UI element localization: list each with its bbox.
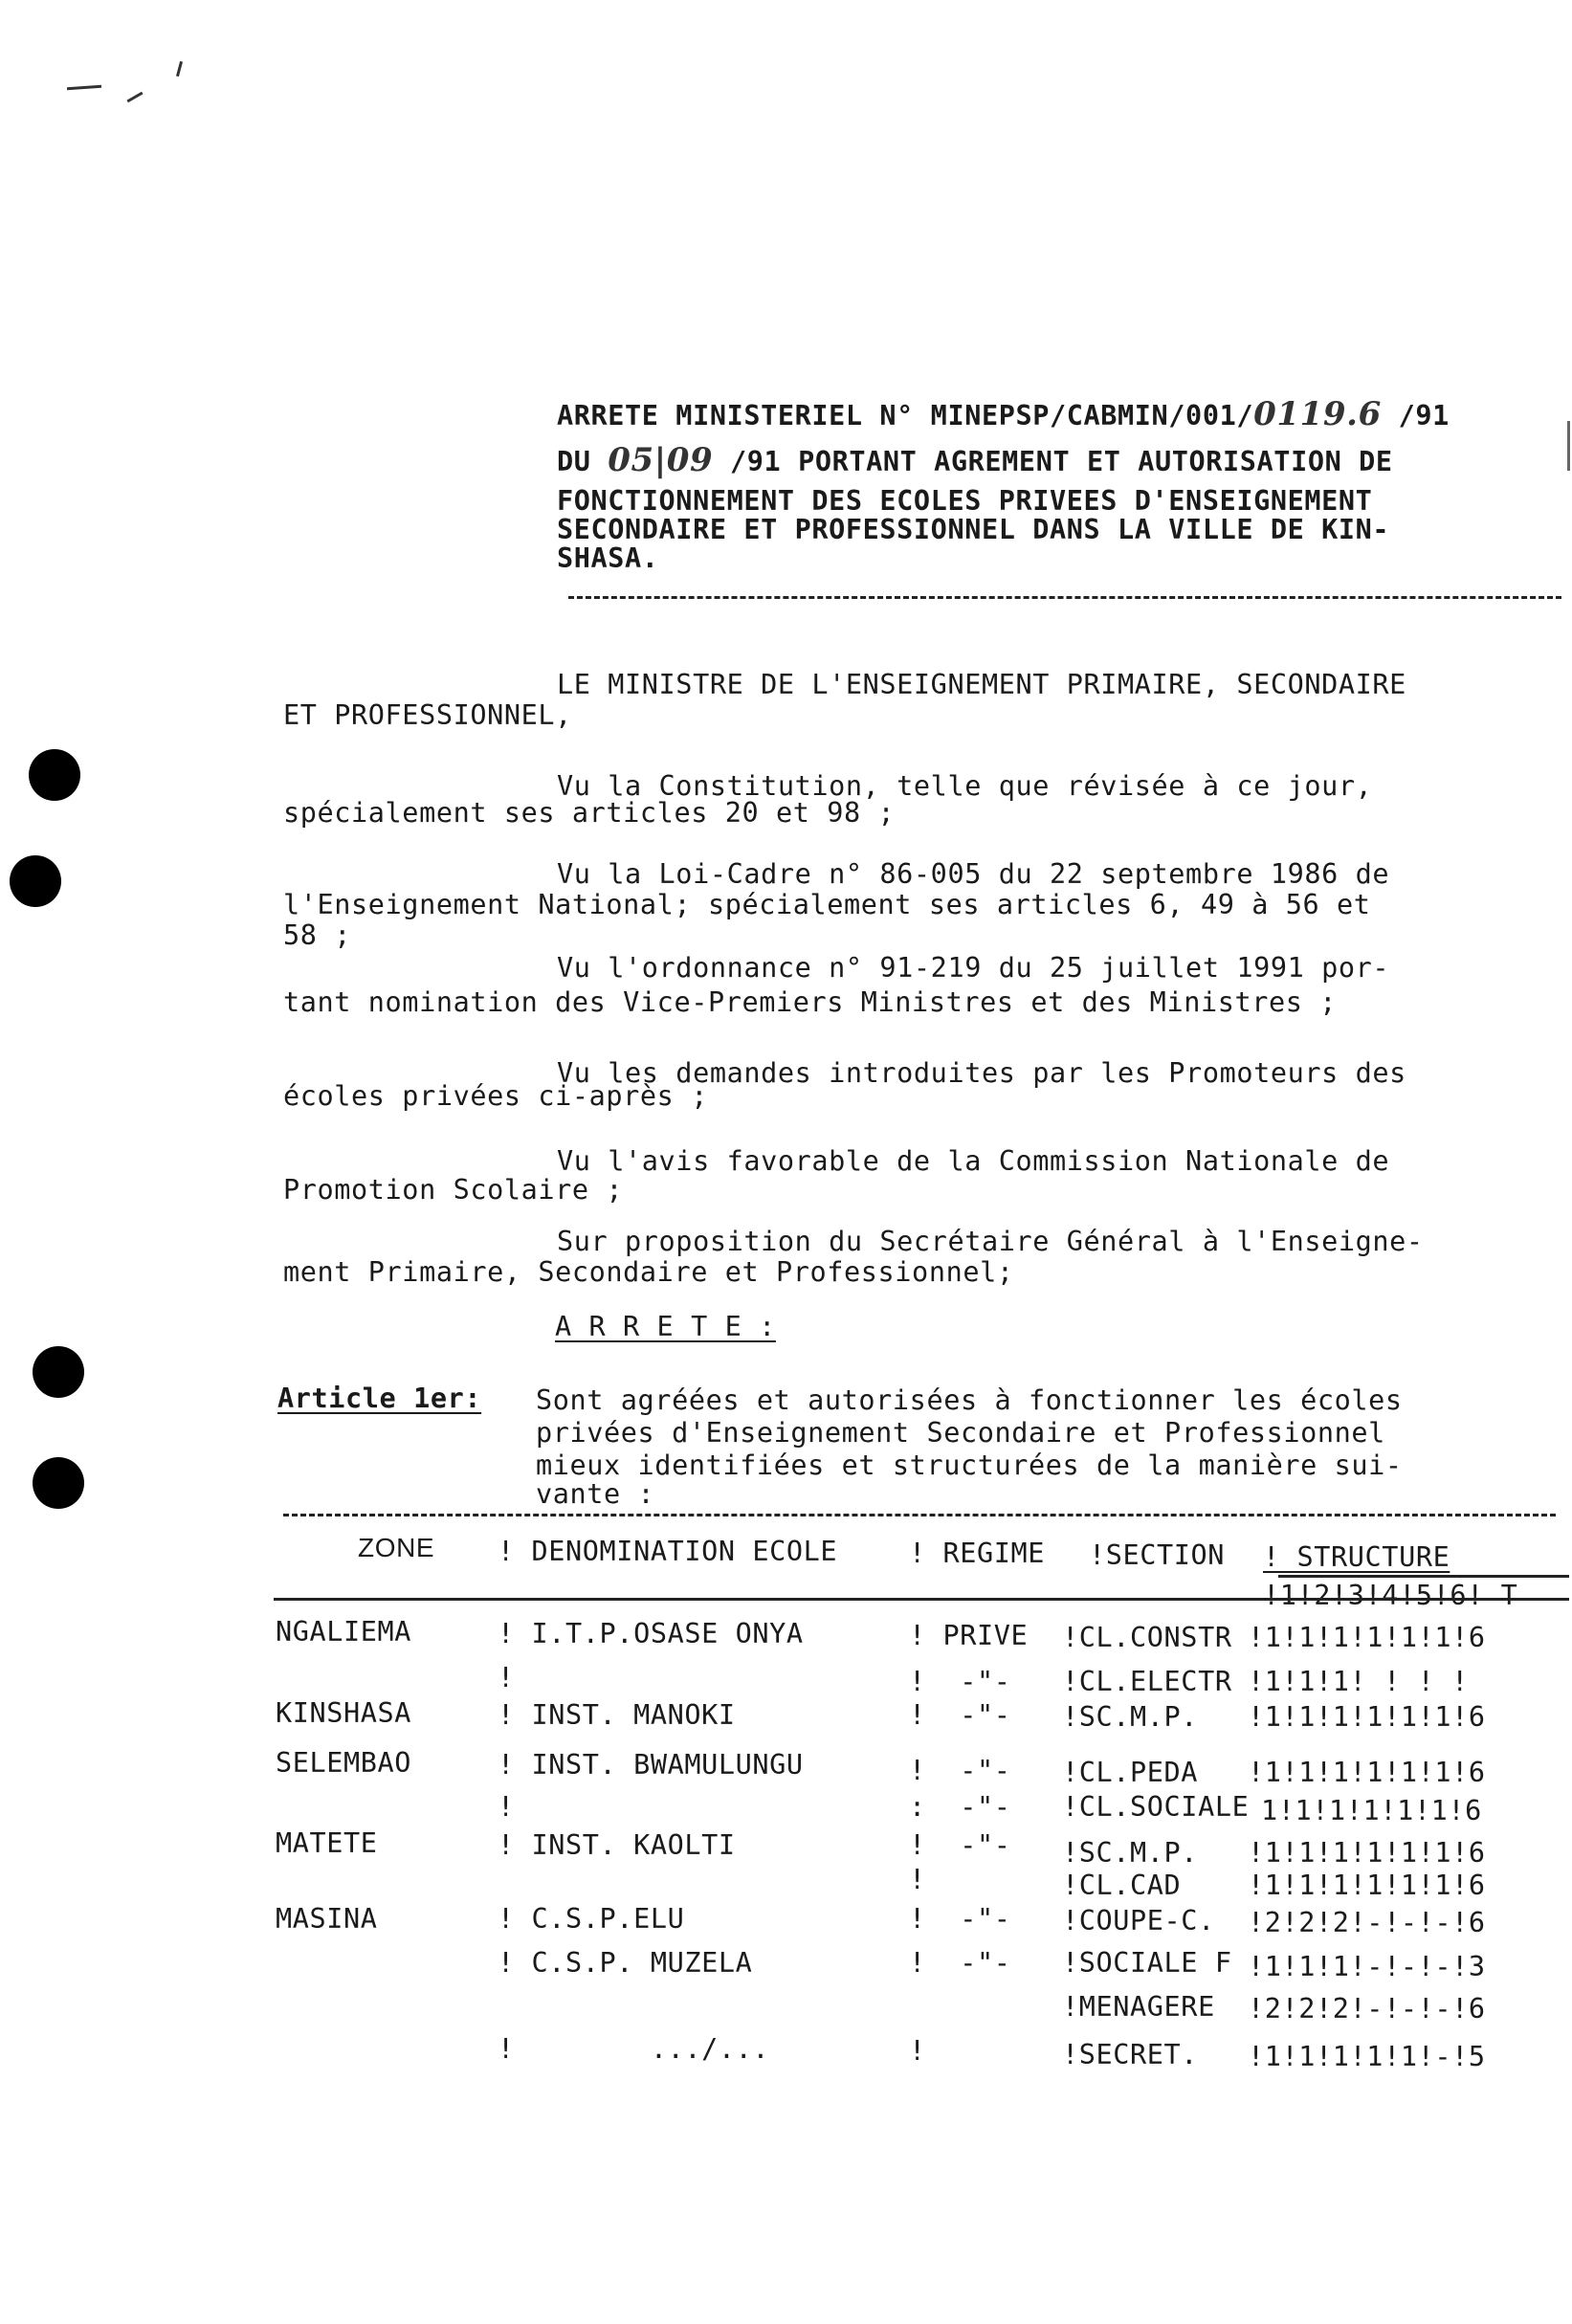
cell-structure: !1!1!1!-!-!-!3 [1248, 1951, 1486, 1982]
table-row [0, 2033, 1572, 2072]
cell-section: !SC.M.P. [1062, 1701, 1199, 1733]
table-row [0, 1792, 1572, 1826]
vu-loi-cadre-2: l'Enseignement National; spécialement ses articles 6, 49 à 56 et [283, 889, 1371, 920]
cell-regime: ! -"- [909, 1903, 1011, 1935]
cell-denomination: ! I.T.P.OSASE ONYA [498, 1618, 804, 1649]
decree-title-line-5: SHASA. [557, 542, 659, 574]
cell-denomination: ! [498, 1662, 515, 1693]
decree-title-line-1: ARRETE MINISTERIEL N° MINEPSP/CABMIN/001/0119.6 /91 [557, 395, 1450, 433]
cell-regime: ! [909, 2035, 926, 2067]
cell-section: !SOCIALE F [1062, 1947, 1232, 1979]
margin-mark [126, 92, 143, 103]
cell-structure: !1!1!1!1!1!-!5 [1248, 2041, 1486, 2072]
handwritten-date: 05|09 [608, 441, 714, 479]
table-top-divider [283, 1514, 1556, 1519]
cell-denomination: ! [498, 1791, 515, 1823]
vu-demandes-2: écoles privées ci-après ; [283, 1080, 708, 1112]
cell-regime: ! -"- [909, 1666, 1011, 1697]
margin-mark [176, 61, 183, 77]
decree-title-line-2: DU 05|09 /91 PORTANT AGREMENT ET AUTORISATION DE [557, 441, 1393, 479]
handwritten-decree-number: 0119.6 [1253, 395, 1382, 433]
decree-title-line-3: FONCTIONNEMENT DES ECOLES PRIVEES D'ENSEIGNEMENT [557, 485, 1373, 517]
cell-regime: : -"- [909, 1791, 1011, 1823]
cell-zone: SELEMBAO [276, 1747, 412, 1779]
col-header-denomination: ! DENOMINATION ECOLE [498, 1536, 838, 1567]
arrete-heading: A R R E T E : [555, 1311, 776, 1342]
vu-ordonnance-2: tant nomination des Vice-Premiers Ministres et des Ministres ; [283, 986, 1338, 1018]
cell-section: !CL.PEDA [1062, 1757, 1199, 1788]
col-header-regime: ! REGIME [909, 1538, 1046, 1569]
col-header-section: !SECTION [1089, 1539, 1226, 1571]
cell-structure: !1!1!1! ! ! ! [1248, 1666, 1469, 1697]
cell-denomination: ! INST. MANOKI [498, 1699, 736, 1731]
vu-constitution-1: Vu la Constitution, telle que révisée à ce jour, [557, 770, 1373, 802]
table-row [0, 1698, 1572, 1733]
cell-structure: !1!1!1!1!1!1!6 [1248, 1837, 1486, 1869]
article-1-label: Article 1er: [277, 1383, 482, 1414]
cell-section: !CL.CONSTR [1062, 1622, 1232, 1653]
cell-zone: KINSHASA [276, 1697, 412, 1729]
cell-section: !SECRET. [1062, 2039, 1199, 2070]
cell-zone: MASINA [276, 1903, 378, 1935]
cell-structure: !2!2!2!-!-!-!6 [1248, 1993, 1486, 2025]
punch-hole [33, 1346, 84, 1398]
table-row [0, 1747, 1572, 1788]
cell-denomination: ! C.S.P.ELU [498, 1903, 685, 1935]
table-row [0, 1617, 1572, 1651]
table-row [0, 1864, 1572, 1905]
structure-subheader: !1!2!3!4!5!6! T [1263, 1580, 1518, 1611]
minister-line-1: LE MINISTRE DE L'ENSEIGNEMENT PRIMAIRE, SECONDAIRE [557, 669, 1406, 700]
cell-regime: ! -"- [909, 1755, 1011, 1786]
table-row [0, 1904, 1572, 1938]
cell-structure: !1!1!1!1!1!1!6 [1248, 1757, 1486, 1788]
margin-mark [67, 85, 101, 91]
col-header-structure: ! STRUCTURE [1263, 1541, 1450, 1573]
article-1-text-1: Sont agréées et autorisées à fonctionner les écoles [536, 1384, 1403, 1416]
punch-hole [29, 749, 80, 801]
vu-constitution-2: spécialement ses articles 20 et 98 ; [283, 797, 896, 829]
sur-proposition-2: ment Primaire, Secondaire et Professionnel; [283, 1256, 1014, 1288]
col-header-zone: ZONE [358, 1533, 435, 1562]
title-divider [568, 596, 1561, 602]
table-row [0, 1827, 1572, 1869]
vu-demandes-1: Vu les demandes introduites par les Promoteurs des [557, 1057, 1406, 1089]
cell-section: !SC.M.P. [1062, 1837, 1199, 1869]
punch-hole [33, 1457, 84, 1509]
table-header-rule [274, 1598, 1569, 1601]
article-1-text-3: mieux identifiées et structurées de la manière sui- [536, 1450, 1403, 1481]
decree-title-line-4: SECONDAIRE ET PROFESSIONNEL DANS LA VILLE DE KIN- [557, 514, 1390, 545]
table-row [0, 1948, 1572, 1982]
margin-mark [1567, 421, 1570, 471]
vu-ordonnance-1: Vu l'ordonnance n° 91-219 du 25 juillet 1991 por- [557, 952, 1390, 984]
cell-regime: ! -"- [909, 1947, 1011, 1979]
cell-section: !CL.SOCIALE [1062, 1791, 1250, 1823]
cell-denomination: ! INST. BWAMULUNGU [498, 1749, 804, 1781]
cell-section: !CL.CAD [1062, 1870, 1182, 1901]
cell-section: !COUPE-C. [1062, 1905, 1215, 1937]
table-row [0, 1992, 1572, 2026]
article-1-text-2: privées d'Enseignement Secondaire et Professionnel [536, 1417, 1385, 1449]
structure-underline [1278, 1575, 1569, 1578]
vu-loi-cadre-3: 58 ; [283, 919, 352, 951]
article-1-text-4: vante : [536, 1478, 655, 1510]
cell-structure: !1!1!1!1!1!1!6 [1248, 1622, 1486, 1653]
cell-zone: NGALIEMA [276, 1616, 412, 1648]
table-row [0, 1663, 1572, 1697]
cell-regime: ! PRIVE [909, 1620, 1029, 1651]
cell-regime: ! -"- [909, 1829, 1011, 1861]
cell-denomination: ! C.S.P. MUZELA [498, 1947, 753, 1979]
cell-zone: MATETE [276, 1827, 378, 1859]
punch-hole [10, 855, 61, 907]
vu-avis-2: Promotion Scolaire ; [283, 1174, 624, 1206]
minister-line-2: ET PROFESSIONNEL, [283, 699, 572, 731]
cell-denomination: ! INST. KAOLTI [498, 1829, 736, 1861]
cell-structure: !1!1!1!1!1!1!6 [1248, 1701, 1486, 1733]
sur-proposition-1: Sur proposition du Secrétaire Général à l'Enseigne- [557, 1226, 1424, 1257]
cell-structure: 1!1!1!1!1!1!6 [1261, 1795, 1482, 1826]
cell-structure: !1!1!1!1!1!1!6 [1248, 1870, 1486, 1901]
vu-loi-cadre-1: Vu la Loi-Cadre n° 86-005 du 22 septembre 1986 de [557, 858, 1390, 890]
cell-structure: !2!2!2!-!-!-!6 [1248, 1907, 1486, 1938]
vu-avis-1: Vu l'avis favorable de la Commission Nationale de [557, 1145, 1390, 1177]
cell-denomination: ! .../... [498, 2033, 770, 2065]
cell-section: !CL.ELECTR [1062, 1666, 1232, 1697]
cell-regime: ! -"- [909, 1699, 1011, 1731]
cell-section: !MENAGERE [1062, 1991, 1215, 2023]
cell-regime: ! [909, 1864, 926, 1895]
